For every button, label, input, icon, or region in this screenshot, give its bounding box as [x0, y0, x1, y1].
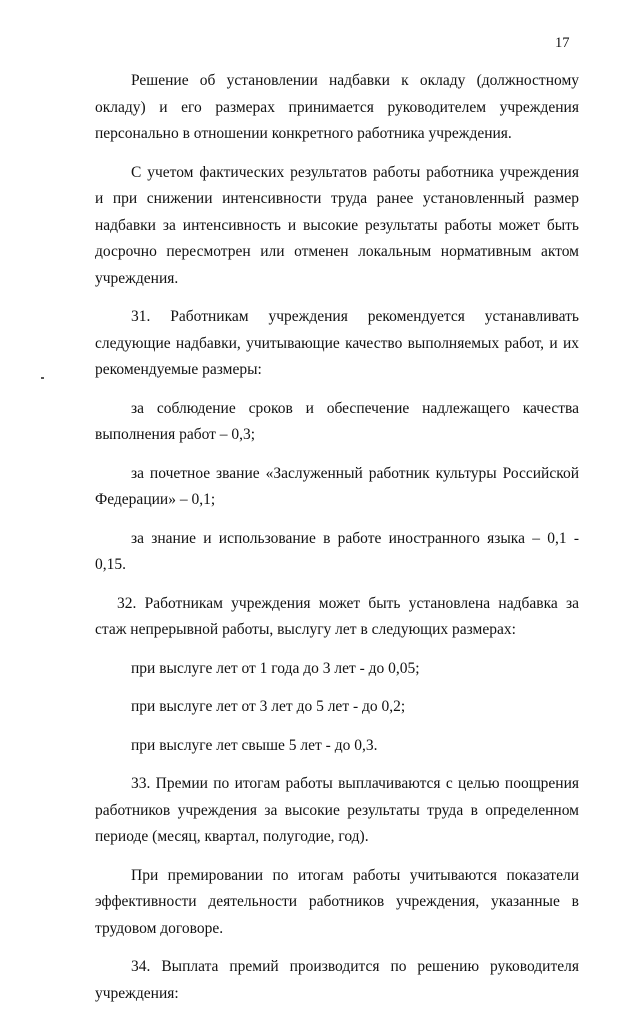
paragraph-item-32: 32. Работникам учреждения может быть установлена надбавка за стаж непрерывной работы, выслугу лет в следующих размерах:: [95, 594, 579, 638]
paragraph-seniority-3-5: при выслуге лет от 3 лет до 5 лет - до 0,2;: [131, 698, 406, 715]
paragraph-seniority-over-5: при выслуге лет свыше 5 лет - до 0,3.: [131, 736, 378, 754]
paragraph-quality-bonus: за соблюдение сроков и обеспечение надлежащего качества выполнения работ – 0,3;: [95, 399, 579, 443]
paragraph-decision: Решение об установлении надбавки к окладу (должностному окладу) и его размерах принимается руководителем учреждения персонально в отношении конкретного работника учреждения.: [95, 72, 579, 142]
page-number: 17: [555, 35, 570, 51]
paragraph-review: С учетом фактических результатов работы работника учреждения и при снижении интенсивности труда ранее установленный размер надбавки за интенсивность и высокие результаты работы может быть досрочно пересмотрен или отменен локальным нормативным актом учреждения.: [95, 163, 579, 287]
paragraph-item-31: 31. Работникам учреждения рекомендуется устанавливать следующие надбавки, учитывающие качество выполняемых работ, и их рекомендуемые размеры:: [95, 308, 579, 378]
document-body: [95, 68, 579, 1019]
scan-mark: [41, 377, 44, 379]
paragraph-seniority-1-3: при выслуге лет от 1 года до 3 лет - до 0,05;: [131, 659, 420, 677]
paragraph-item-34: 34. Выплата премий производится по решению руководителя учреждения:: [95, 958, 579, 1002]
paragraph-foreign-language: за знание и использование в работе иностранного языка – 0,1 - 0,15.: [95, 529, 579, 573]
paragraph-item-33: 33. Премии по итогам работы выплачиваются с целью поощрения работников учреждения за высокие результаты труда в определенном периоде (месяц, квартал, полугодие, год).: [95, 775, 579, 845]
paragraph-bonus-indicators: При премировании по итогам работы учитываются показатели эффективности деятельности работников учреждения, указанные в трудовом договоре.: [95, 866, 579, 937]
paragraph-honorary-title: за почетное звание «Заслуженный работник культуры Российской Федерации» – 0,1;: [95, 464, 579, 508]
